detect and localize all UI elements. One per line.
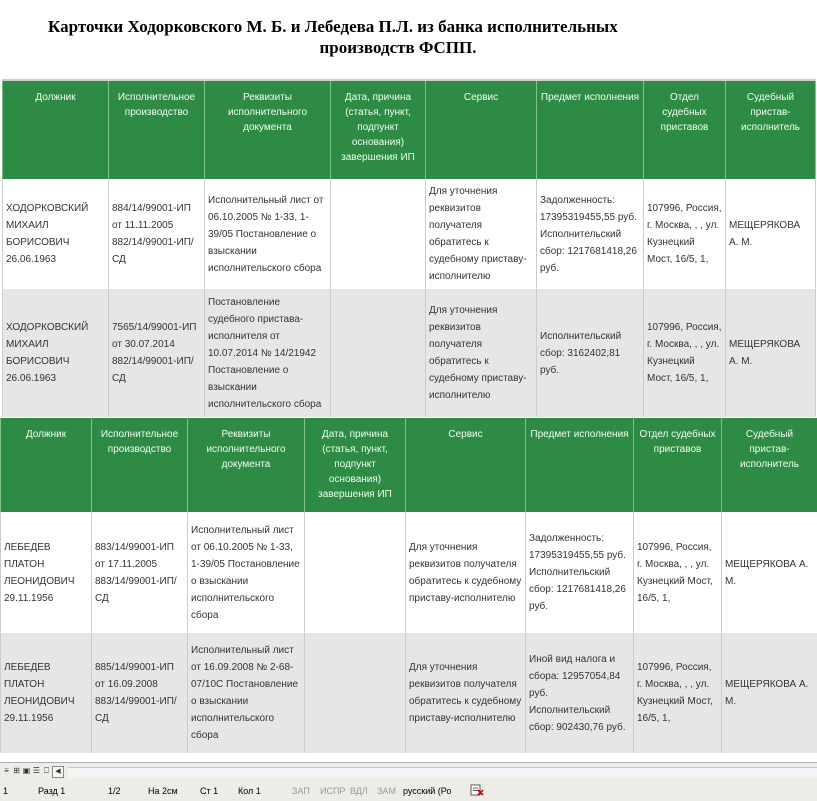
status-page-number: 1 bbox=[3, 785, 8, 797]
cell-document: Исполнительный лист от 06.10.2005 № 1-33, 1-39/05 Постановление о взыскании исполнительского сбора bbox=[188, 512, 305, 633]
lebedev-proceedings-table bbox=[0, 418, 817, 753]
document-title bbox=[48, 16, 748, 58]
cell-service: Для уточнения реквизитов получателя обратитесь к судебному приставу-исполнителю bbox=[426, 179, 537, 289]
cell-completion bbox=[305, 512, 406, 633]
header-bailiff: Судебный пристав-исполнитель bbox=[726, 80, 816, 179]
status-page: 1/2 bbox=[108, 785, 121, 797]
horizontal-scrollbar[interactable] bbox=[68, 767, 817, 778]
status-bar bbox=[0, 762, 817, 801]
cell-proceeding: 885/14/99001-ИП от 16.09.2008 883/14/99001-ИП/СД bbox=[92, 633, 188, 753]
normal-view-icon[interactable]: ≡ bbox=[2, 766, 11, 776]
header-bailiff: Судебный пристав-исполнитель bbox=[722, 418, 817, 512]
cell-bailiff: МЕЩЕРЯКОВА А. М. bbox=[722, 633, 817, 753]
title-line-1: Карточки Ходорковского М. Б. и Лебедева П.Л. из банка исполнительных bbox=[48, 16, 748, 37]
spelling-check-icon[interactable] bbox=[470, 784, 484, 796]
header-service: Сервис bbox=[406, 418, 526, 512]
status-fields bbox=[0, 783, 817, 799]
status-section: Разд 1 bbox=[38, 785, 65, 797]
cell-department: 107996, Россия, г. Москва, , , ул. Кузнецкий Мост, 16/5, 1, bbox=[634, 633, 722, 753]
table-header-row bbox=[1, 418, 817, 512]
header-subject: Предмет исполнения bbox=[537, 80, 644, 179]
header-document: Реквизиты исполнительного документа bbox=[188, 418, 305, 512]
cell-debtor: ХОДОРКОВСКИЙ МИХАИЛ БОРИСОВИЧ 26.06.1963 bbox=[3, 289, 109, 417]
status-extend[interactable]: ВДЛ bbox=[350, 785, 368, 797]
cell-bailiff: МЕЩЕРЯКОВА А. М. bbox=[722, 512, 817, 633]
cell-proceeding: 884/14/99001-ИП от 11.11.2005 882/14/99001-ИП/СД bbox=[109, 179, 205, 289]
header-service: Сервис bbox=[426, 80, 537, 179]
status-track-changes[interactable]: ИСПР bbox=[320, 785, 345, 797]
header-document: Реквизиты исполнительного документа bbox=[205, 80, 331, 179]
table-row bbox=[1, 633, 817, 753]
cell-bailiff: МЕЩЕРЯКОВА А. М. bbox=[726, 179, 816, 289]
cell-subject: Иной вид налога и сбора: 12957054,84 руб. Исполнительский сбор: 902430,76 руб. bbox=[526, 633, 634, 753]
web-view-icon[interactable]: ⊞ bbox=[12, 766, 21, 776]
cell-completion bbox=[331, 289, 426, 417]
view-buttons bbox=[2, 766, 64, 778]
cell-service: Для уточнения реквизитов получателя обратитесь к судебному приставу-исполнителю bbox=[426, 289, 537, 417]
table-row bbox=[3, 179, 816, 289]
cell-proceeding: 883/14/99001-ИП от 17.11.2005 883/14/99001-ИП/СД bbox=[92, 512, 188, 633]
cell-document: Постановление судебного пристава-исполнителя от 10.07.2014 № 14/21942 Постановление о взыскании исполнительского сбора bbox=[205, 289, 331, 417]
header-department: Отдел судебных приставов bbox=[634, 418, 722, 512]
outline-view-icon[interactable]: ☰ bbox=[32, 766, 41, 776]
cell-service: Для уточнения реквизитов получателя обратитесь к судебному приставу-исполнителю bbox=[406, 512, 526, 633]
status-line: Ст 1 bbox=[200, 785, 218, 797]
title-line-2: производств ФСПП. bbox=[48, 37, 748, 58]
table-row bbox=[3, 289, 816, 417]
header-debtor: Должник bbox=[3, 80, 109, 179]
header-proceeding: Исполнительное производство bbox=[92, 418, 188, 512]
cell-proceeding: 7565/14/99001-ИП от 30.07.2014 882/14/99001-ИП/СД bbox=[109, 289, 205, 417]
cell-department: 107996, Россия, г. Москва, , , ул. Кузнецкий Мост, 16/5, 1, bbox=[634, 512, 722, 633]
status-record[interactable]: ЗАП bbox=[292, 785, 310, 797]
status-column: Кол 1 bbox=[238, 785, 261, 797]
status-position: На 2см bbox=[148, 785, 178, 797]
status-overtype[interactable]: ЗАМ bbox=[377, 785, 396, 797]
cell-department: 107996, Россия, г. Москва, , , ул. Кузнецкий Мост, 16/5, 1, bbox=[644, 179, 726, 289]
cell-document: Исполнительный лист от 06.10.2005 № 1-33, 1-39/05 Постановление о взыскании исполнительского сбора bbox=[205, 179, 331, 289]
reading-view-icon[interactable]: ⎕ bbox=[42, 766, 51, 776]
cell-subject: Задолженность: 17395319455,55 руб. Исполнительский сбор: 1217681418,26 руб. bbox=[526, 512, 634, 633]
cell-completion bbox=[331, 179, 426, 289]
cell-subject: Задолженность: 17395319455,55 руб. Исполнительский сбор: 1217681418,26 руб. bbox=[537, 179, 644, 289]
header-proceeding: Исполнительное производство bbox=[109, 80, 205, 179]
table-header-row bbox=[3, 80, 816, 179]
header-debtor: Должник bbox=[1, 418, 92, 512]
scroll-left-icon[interactable]: ◀ bbox=[52, 766, 64, 778]
khodorkovsky-proceedings-table bbox=[2, 79, 816, 417]
header-subject: Предмет исполнения bbox=[526, 418, 634, 512]
cell-department: 107996, Россия, г. Москва, , , ул. Кузнецкий Мост, 16/5, 1, bbox=[644, 289, 726, 417]
cell-debtor: ХОДОРКОВСКИЙ МИХАИЛ БОРИСОВИЧ 26.06.1963 bbox=[3, 179, 109, 289]
header-completion: Дата, причина (статья, пункт, подпункт основания) завершения ИП bbox=[305, 418, 406, 512]
print-layout-icon[interactable]: ▣ bbox=[22, 766, 31, 776]
header-completion: Дата, причина (статья, пункт, подпункт основания) завершения ИП bbox=[331, 80, 426, 179]
cell-document: Исполнительный лист от 16.09.2008 № 2-68-07/10С Постановление о взыскании исполнительского сбора bbox=[188, 633, 305, 753]
cell-completion bbox=[305, 633, 406, 753]
cell-subject: Исполнительский сбор: 3162402,81 руб. bbox=[537, 289, 644, 417]
cell-debtor: ЛЕБЕДЕВ ПЛАТОН ЛЕОНИДОВИЧ 29.11.1956 bbox=[1, 633, 92, 753]
table-row bbox=[1, 512, 817, 633]
cell-service: Для уточнения реквизитов получателя обратитесь к судебному приставу-исполнителю bbox=[406, 633, 526, 753]
header-department: Отдел судебных приставов bbox=[644, 80, 726, 179]
cell-bailiff: МЕЩЕРЯКОВА А. М. bbox=[726, 289, 816, 417]
cell-debtor: ЛЕБЕДЕВ ПЛАТОН ЛЕОНИДОВИЧ 29.11.1956 bbox=[1, 512, 92, 633]
status-language[interactable]: русский (Ро bbox=[403, 785, 451, 797]
